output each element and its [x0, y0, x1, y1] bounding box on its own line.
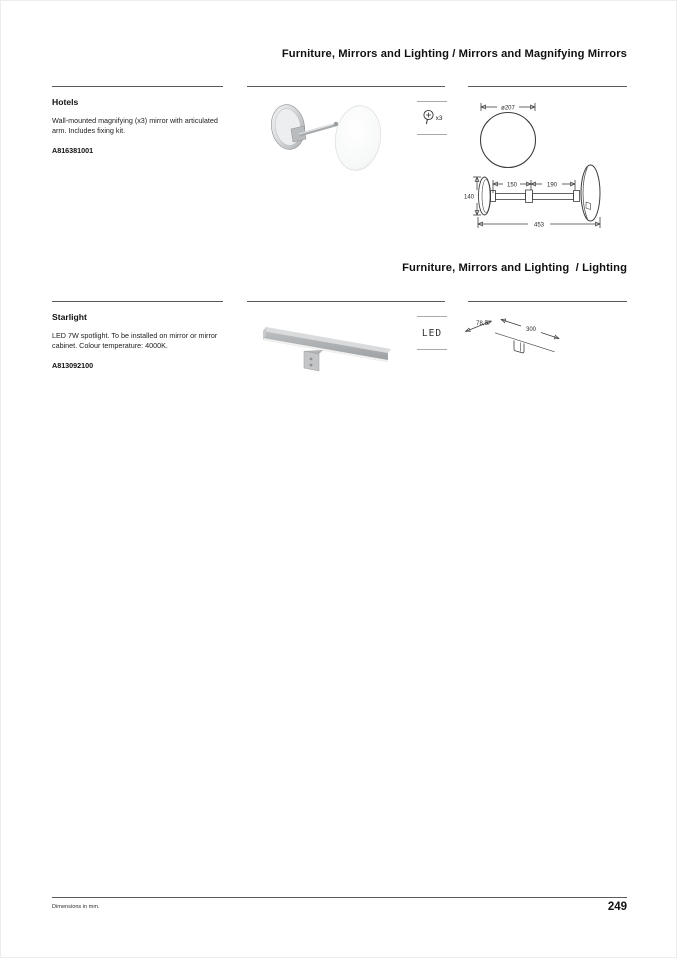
column-rule	[468, 86, 627, 87]
product-code: A813092100	[52, 360, 94, 370]
feature-cell-magnification	[417, 101, 447, 135]
footer-note: Dimensions in mm.	[52, 904, 100, 910]
section-title-mirrors: Furniture, Mirrors and Lighting / Mirrors and Magnifying Mirrors	[281, 48, 627, 60]
product-description: LED 7W spotlight. To be installed on mirror or mirror cabinet. Colour temperature: 4000K.	[52, 331, 218, 351]
column-rule	[247, 301, 445, 302]
feature-cell-led	[417, 316, 447, 350]
led-icon: LED	[421, 327, 443, 339]
dim-seg1: 150	[506, 182, 518, 189]
led-spotlight-photo	[247, 305, 399, 385]
section-title-lighting: Furniture, Mirrors and Lighting / Lighting	[402, 262, 627, 274]
column-rule	[52, 301, 223, 302]
footer-rule	[52, 897, 627, 898]
column-rule	[468, 301, 627, 302]
dim-depth: 78,5	[476, 321, 488, 327]
product-name: Hotels	[52, 97, 79, 107]
dim-height: 140	[463, 194, 475, 201]
dim-length: 300	[525, 327, 537, 333]
dim-total: 453	[533, 222, 545, 229]
magnifying-mirror-photo	[247, 93, 399, 173]
product-info-hotels	[52, 97, 220, 155]
product-name: Starlight	[52, 312, 87, 322]
dim-diameter: ø207	[501, 105, 515, 112]
product-code: A816381001	[52, 145, 94, 155]
column-rule	[52, 86, 223, 87]
mirror-technical-drawing	[462, 94, 628, 236]
product-info-starlight	[52, 312, 220, 370]
dim-seg2: 190	[546, 182, 558, 189]
magnifier-x3-icon	[422, 109, 435, 127]
page-number: 249	[607, 901, 627, 913]
column-rule	[247, 86, 445, 87]
magnification-label: x3	[435, 114, 443, 122]
product-description: Wall-mounted magnifying (x3) mirror with articulated arm. Includes fixing kit.	[52, 116, 218, 136]
led-technical-drawing	[462, 310, 628, 368]
